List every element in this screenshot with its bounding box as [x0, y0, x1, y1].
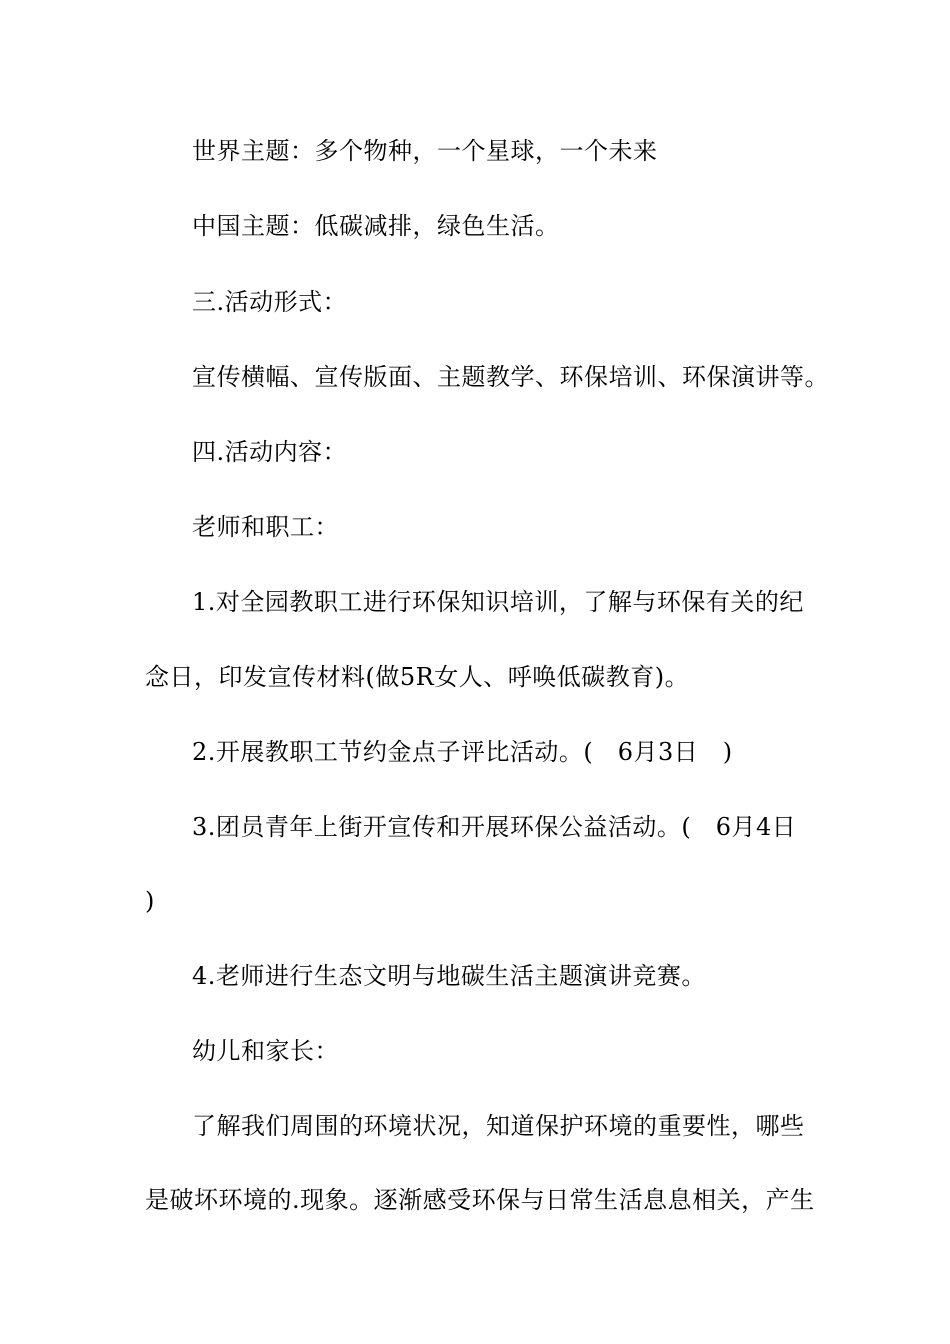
- world-theme-line: 世界主题：多个物种，一个星球，一个未来: [192, 137, 658, 165]
- list-item-3-line-1: 3.团员青年上街开宣传和开展环保公益活动。( 6月4日: [192, 813, 797, 841]
- list-item-1-line-2: 念日，印发宣传材料(做5R女人、呼唤低碳教育)。: [145, 663, 690, 691]
- paragraph-line-2: 是破坏环境的.现象。逐渐感受环保与日常生活息息相关，产生: [145, 1186, 815, 1214]
- subheading-teachers-staff: 老师和职工：: [192, 513, 339, 541]
- list-item-2: 2.开展教职工节约金点子评比活动。( 6月3日 ): [192, 738, 733, 766]
- china-theme-line: 中国主题：低碳减排，绿色生活。: [192, 212, 560, 240]
- section-heading-activity-form: 三.活动形式：: [192, 288, 348, 316]
- list-item-4: 4.老师进行生态文明与地碳生活主题演讲竞赛。: [192, 962, 706, 990]
- list-item-3-line-2: ): [145, 887, 155, 915]
- activity-form-text: 宣传横幅、宣传版面、主题教学、环保培训、环保演讲等。: [192, 363, 829, 391]
- list-item-1-line-1: 1.对全园教职工进行环保知识培训，了解与环保有关的纪: [192, 588, 804, 616]
- subheading-children-parents: 幼儿和家长：: [192, 1037, 339, 1065]
- section-heading-activity-content: 四.活动内容：: [192, 438, 348, 466]
- paragraph-line-1: 了解我们周围的环境状况，知道保护环境的重要性，哪些: [192, 1112, 805, 1140]
